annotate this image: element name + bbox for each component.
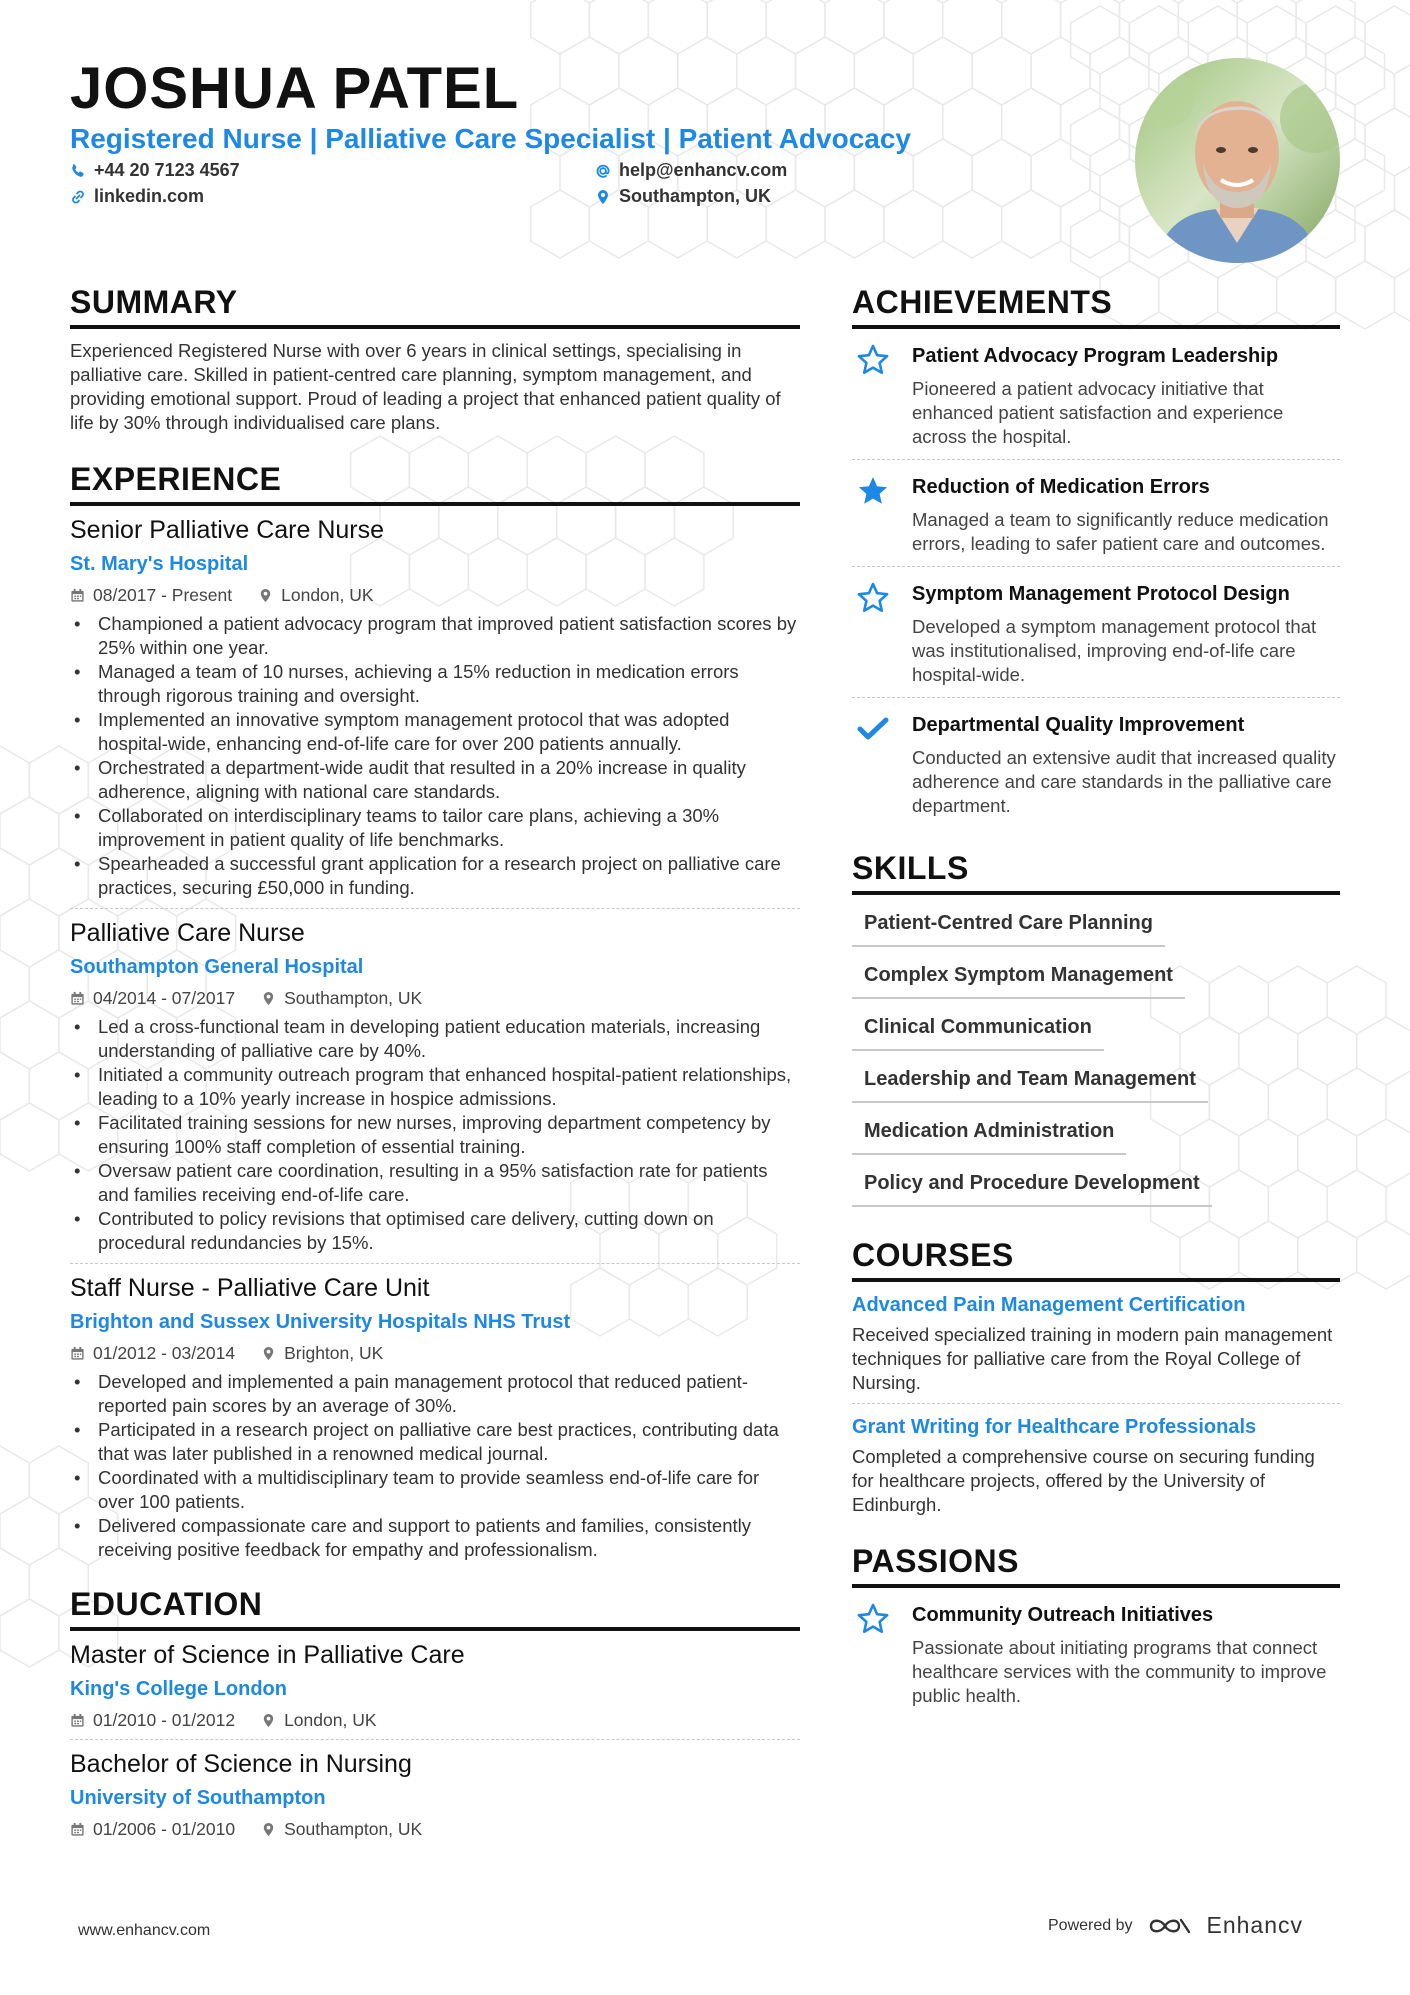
job-bullet: • Coordinated with a multidisciplinary team to provide seamless end-of-life care for over 100 patients. bbox=[70, 1466, 800, 1514]
hexagon-shape bbox=[1061, 88, 1120, 156]
job-dates bbox=[70, 1343, 235, 1364]
achievement-item bbox=[852, 474, 1340, 567]
achievement-item bbox=[852, 581, 1340, 698]
job-bullet: • Managed a team of 10 nurses, achieving a 15% reduction in medication errors through rigorous training and oversight. bbox=[70, 660, 800, 708]
calendar-icon bbox=[70, 1822, 85, 1837]
job-bullet: • Implemented an innovative symptom management protocol that was adopted hospital-wide, enhancing end-of-life care for over 200 patients annually. bbox=[70, 708, 800, 756]
hexagon-shape bbox=[766, 0, 825, 54]
hexagon-shape bbox=[619, 37, 678, 105]
hexagon-shape bbox=[1357, 1221, 1410, 1289]
job-bullet: • Oversaw patient care coordination, resulting in a 95% satisfaction rate for patients and families receiving end-of-life care. bbox=[70, 1159, 800, 1207]
hexagon-shape bbox=[1071, 108, 1130, 176]
hexagon-shape bbox=[0, 848, 29, 916]
achievement-title: Patient Advocacy Program Leadership bbox=[912, 345, 1279, 367]
profile-photo bbox=[1135, 58, 1340, 263]
hexagon-shape bbox=[1365, 108, 1410, 176]
calendar-icon bbox=[70, 588, 85, 603]
job-bullet: • Led a cross-functional team in developing patient education materials, increasing understanding of palliative care by 40%. bbox=[70, 1015, 800, 1063]
experience-heading: EXPERIENCE bbox=[70, 461, 800, 506]
achievements-heading: ACHIEVEMENTS bbox=[852, 284, 1340, 329]
hexagon-shape bbox=[1365, 6, 1410, 74]
hexagon-shape bbox=[884, 0, 943, 54]
hexagon-shape bbox=[1129, 6, 1188, 74]
hexagon-shape bbox=[1178, 0, 1237, 54]
achievement-title: Departmental Quality Improvement bbox=[912, 714, 1245, 736]
skills-list bbox=[852, 912, 1340, 1207]
hexagon-shape bbox=[1326, 37, 1385, 105]
job-bullet: • Contributed to policy revisions that optimised care delivery, cutting down on procedural redundancies by 15%. bbox=[70, 1207, 800, 1255]
job-bullet: • Delivered compassionate care and support to patients and families, consistently receiving positive feedback for empathy and professionalism. bbox=[70, 1514, 800, 1562]
job-location bbox=[261, 1343, 383, 1364]
education-heading: EDUCATION bbox=[70, 1586, 800, 1631]
contact-linkedin[interactable] bbox=[70, 186, 204, 207]
skill-tag: Policy and Procedure Development bbox=[852, 1172, 1212, 1207]
phone-icon bbox=[70, 163, 86, 179]
hexagon-shape bbox=[1002, 190, 1061, 258]
skill-wrapper bbox=[852, 1016, 1340, 1051]
job-bullet: • Initiated a community outreach program that enhanced hospital-patient relationships, leading to a 10% yearly increase in hospice admissions. bbox=[70, 1063, 800, 1111]
location-pin-icon bbox=[595, 189, 611, 205]
location-pin-icon bbox=[261, 991, 276, 1006]
job-dates bbox=[70, 988, 235, 1009]
education-dates-text: 01/2010 - 01/2012 bbox=[93, 1710, 236, 1730]
hexagon-shape bbox=[1031, 139, 1090, 207]
passion-item bbox=[852, 1602, 1340, 1718]
brand-name: Enhancv bbox=[1206, 1912, 1304, 1938]
education-location-text: London, UK bbox=[284, 1710, 377, 1730]
job-dates-text: 01/2012 - 03/2014 bbox=[93, 1343, 236, 1363]
enhancv-logo-icon bbox=[1147, 1914, 1193, 1938]
hexagon-shape bbox=[589, 0, 648, 54]
hexagon-shape bbox=[1071, 210, 1130, 278]
hexagon-shape bbox=[1061, 190, 1120, 258]
skill-tag: Leadership and Team Management bbox=[852, 1068, 1208, 1103]
star-outline-icon bbox=[856, 343, 890, 377]
job-location-text: Brighton, UK bbox=[284, 1343, 384, 1363]
education-dates bbox=[70, 1819, 235, 1840]
hexagon-shape bbox=[1002, 88, 1061, 156]
hexagon-shape bbox=[1394, 159, 1410, 227]
star-outline-icon bbox=[856, 581, 890, 615]
job-title: Palliative Care Nurse bbox=[70, 919, 305, 947]
education-dates bbox=[70, 1710, 235, 1731]
hexagon-shape bbox=[825, 190, 884, 258]
phone-text: +44 20 7123 4567 bbox=[94, 160, 240, 180]
job-company: Brighton and Sussex University Hospitals NHS Trust bbox=[70, 1311, 571, 1333]
hexagon-shape bbox=[913, 139, 972, 207]
hexagon-shape bbox=[1394, 57, 1410, 125]
hexagon-shape bbox=[972, 139, 1031, 207]
job-entry bbox=[70, 516, 800, 909]
achievement-item bbox=[852, 712, 1340, 828]
hexagon-shape bbox=[0, 1103, 59, 1171]
job-bullet: • Facilitated training sessions for new nurses, improving department competency by ensuring 100% staff completion of essential training. bbox=[70, 1111, 800, 1159]
achievement-title: Reduction of Medication Errors bbox=[912, 476, 1210, 498]
hexagon-shape bbox=[943, 88, 1002, 156]
right-column bbox=[852, 284, 1340, 1718]
education-location bbox=[261, 1710, 376, 1731]
achievement-title: Symptom Management Protocol Design bbox=[912, 583, 1290, 605]
hexagon-shape bbox=[1336, 159, 1395, 227]
course-item bbox=[852, 1294, 1340, 1404]
passions-list bbox=[852, 1602, 1340, 1718]
hexagon-shape bbox=[825, 0, 884, 54]
hexagon-shape bbox=[678, 37, 737, 105]
location-text: Southampton, UK bbox=[619, 186, 771, 206]
education-dates-text: 01/2006 - 01/2010 bbox=[93, 1819, 236, 1839]
skills-heading: SKILLS bbox=[852, 850, 1340, 895]
course-desc: Completed a comprehensive course on securing funding for healthcare projects, offered by the University of Edinburgh. bbox=[852, 1446, 1315, 1515]
passions-heading: PASSIONS bbox=[852, 1543, 1340, 1588]
summary-text: Experienced Registered Nurse with over 6 years in clinical settings, specialising in palliative care. Skilled in patient-centred care planning, symptom management, and providing emotional support. Proud of leading a project that enhanced patient quality of life by 30% through individualised care plans. bbox=[70, 340, 781, 433]
job-bullet: • Orchestrated a department-wide audit that resulted in a 20% increase in quality adherence, aligning with national care standards. bbox=[70, 756, 800, 804]
hexagon-shape bbox=[1071, 6, 1130, 74]
job-bullets bbox=[70, 1015, 800, 1255]
hexagon-shape bbox=[531, 190, 590, 258]
skill-wrapper bbox=[852, 1172, 1340, 1207]
hexagon-shape bbox=[0, 797, 59, 865]
contact-location bbox=[595, 186, 771, 207]
at-sign-icon bbox=[595, 163, 611, 179]
hexagon-shape bbox=[1357, 1017, 1410, 1085]
contact-email[interactable] bbox=[595, 160, 787, 181]
hexagon-shape bbox=[766, 190, 825, 258]
contact-phone[interactable] bbox=[70, 160, 240, 181]
job-meta bbox=[70, 988, 800, 1009]
divider bbox=[852, 1403, 1340, 1404]
hexagon-shape bbox=[707, 0, 766, 54]
hexagon-shape bbox=[854, 37, 913, 105]
courses-list bbox=[852, 1294, 1340, 1517]
job-meta bbox=[70, 1343, 800, 1364]
education-school: King's College London bbox=[70, 1678, 287, 1700]
education-school: University of Southampton bbox=[70, 1787, 326, 1809]
location-pin-icon bbox=[258, 588, 273, 603]
hexagon-shape bbox=[1336, 261, 1395, 329]
footer-website[interactable]: www.enhancv.com bbox=[78, 1922, 211, 1939]
hexagon-shape bbox=[0, 1548, 29, 1616]
passion-desc: Passionate about initiating programs that connect healthcare services with the community to improve public health. bbox=[912, 1637, 1327, 1706]
left-column bbox=[70, 284, 800, 1840]
job-bullets bbox=[70, 612, 800, 900]
skill-wrapper bbox=[852, 964, 1340, 999]
job-company: St. Mary's Hospital bbox=[70, 553, 249, 575]
location-pin-icon bbox=[261, 1822, 276, 1837]
calendar-icon bbox=[70, 1346, 85, 1361]
hexagon-shape bbox=[943, 0, 1002, 54]
education-entry bbox=[70, 1750, 800, 1840]
courses-heading: COURSES bbox=[852, 1237, 1340, 1282]
divider bbox=[70, 908, 800, 909]
hexagon-shape bbox=[737, 37, 796, 105]
education-location bbox=[261, 1819, 422, 1840]
job-bullet: • Developed and implemented a pain management protocol that reduced patient-reported pain scores by an average of 30%. bbox=[70, 1370, 800, 1418]
divider bbox=[70, 1739, 800, 1740]
hexagon-shape bbox=[796, 37, 855, 105]
achievement-desc: Managed a team to significantly reduce medication errors, leading to safer patient care and outcomes. bbox=[912, 509, 1329, 554]
hexagon-shape bbox=[648, 0, 707, 54]
location-pin-icon bbox=[261, 1713, 276, 1728]
footer-branding bbox=[1048, 1912, 1303, 1939]
job-entry bbox=[70, 1274, 800, 1562]
job-location-text: London, UK bbox=[281, 585, 374, 605]
job-entry bbox=[70, 919, 800, 1264]
achievement-desc: Conducted an extensive audit that increased quality adherence and care standards in the palliative care department. bbox=[912, 747, 1336, 816]
hexagon-shape bbox=[884, 190, 943, 258]
hexagon-shape bbox=[560, 37, 619, 105]
skill-wrapper bbox=[852, 1120, 1340, 1155]
job-bullet: • Participated in a research project on palliative care best practices, contributing data that was later published in a renowned medical journal. bbox=[70, 1418, 800, 1466]
hexagon-shape bbox=[0, 1599, 59, 1667]
course-title: Advanced Pain Management Certification bbox=[852, 1294, 1246, 1316]
hexagon-shape bbox=[0, 1052, 29, 1120]
location-pin-icon bbox=[261, 1346, 276, 1361]
education-entry bbox=[70, 1641, 800, 1740]
hexagon-shape bbox=[1031, 37, 1090, 105]
linkedin-text: linkedin.com bbox=[94, 186, 205, 206]
education-location-text: Southampton, UK bbox=[284, 1819, 423, 1839]
course-desc: Received specialized training in modern pain management techniques for palliative care from the Royal College of Nursing. bbox=[852, 1324, 1333, 1393]
skill-tag: Medication Administration bbox=[852, 1120, 1126, 1155]
hexagon-shape bbox=[1120, 0, 1179, 54]
candidate-title: Registered Nurse | Palliative Care Specialist | Patient Advocacy bbox=[70, 123, 911, 154]
email-text: help@enhancv.com bbox=[619, 160, 788, 180]
hexagon-shape bbox=[0, 1497, 59, 1565]
calendar-icon bbox=[70, 1713, 85, 1728]
divider bbox=[70, 1263, 800, 1264]
hexagon-shape bbox=[1002, 0, 1061, 54]
course-title: Grant Writing for Healthcare Professionals bbox=[852, 1416, 1257, 1438]
education-list bbox=[70, 1641, 800, 1840]
skill-tag: Clinical Communication bbox=[852, 1016, 1104, 1051]
job-bullets bbox=[70, 1370, 800, 1562]
education-degree: Bachelor of Science in Nursing bbox=[70, 1750, 412, 1778]
hexagon-shape bbox=[0, 1446, 29, 1514]
job-title: Senior Palliative Care Nurse bbox=[70, 516, 385, 544]
passion-title: Community Outreach Initiatives bbox=[912, 1604, 1214, 1626]
job-bullet: • Spearheaded a successful grant application for a research project on palliative care practices, securing £50,000 in funding. bbox=[70, 852, 800, 900]
summary-heading: SUMMARY bbox=[70, 284, 800, 329]
hexagon-shape bbox=[0, 746, 29, 814]
course-item bbox=[852, 1416, 1340, 1517]
candidate-name: JOSHUA PATEL bbox=[70, 56, 520, 121]
job-bullet: • Championed a patient advocacy program that improved patient satisfaction scores by 25% within one year. bbox=[70, 612, 800, 660]
education-meta bbox=[70, 1710, 800, 1731]
hexagon-shape bbox=[1237, 0, 1296, 54]
hexagon-shape bbox=[1365, 210, 1410, 278]
hexagon-shape bbox=[1296, 0, 1355, 54]
calendar-icon bbox=[70, 991, 85, 1006]
checkmark-icon bbox=[856, 712, 890, 746]
job-location-text: Southampton, UK bbox=[284, 988, 423, 1008]
powered-by-text: Powered by bbox=[1048, 1916, 1133, 1934]
skill-tag: Complex Symptom Management bbox=[852, 964, 1185, 999]
hexagon-shape bbox=[1090, 37, 1149, 105]
job-meta bbox=[70, 585, 800, 606]
hexagon-shape bbox=[913, 37, 972, 105]
achievements-list bbox=[852, 343, 1340, 828]
job-dates bbox=[70, 585, 232, 606]
achievement-desc: Pioneered a patient advocacy initiative that enhanced patient satisfaction and experience across the hospital. bbox=[912, 378, 1284, 447]
job-bullet: • Collaborated on interdisciplinary teams to tailor care plans, achieving a 30% improvement in patient quality of life benchmarks. bbox=[70, 804, 800, 852]
education-degree: Master of Science in Palliative Care bbox=[70, 1641, 465, 1669]
hexagon-shape bbox=[0, 950, 29, 1018]
star-filled-icon bbox=[856, 474, 890, 508]
achievement-desc: Developed a symptom management protocol that was institutionalised, improving end-of-life care hospital-wide. bbox=[912, 616, 1317, 685]
link-icon bbox=[70, 189, 86, 205]
hexagon-shape bbox=[531, 0, 590, 54]
job-title: Staff Nurse - Palliative Care Unit bbox=[70, 1274, 430, 1302]
job-location bbox=[258, 585, 373, 606]
hexagon-shape bbox=[972, 37, 1031, 105]
experience-list bbox=[70, 516, 800, 1562]
star-outline-icon bbox=[856, 1602, 890, 1636]
skill-tag: Patient-Centred Care Planning bbox=[852, 912, 1165, 947]
job-dates-text: 08/2017 - Present bbox=[93, 585, 233, 605]
skill-wrapper bbox=[852, 912, 1340, 947]
skill-wrapper bbox=[852, 1068, 1340, 1103]
job-company: Southampton General Hospital bbox=[70, 956, 364, 978]
hexagon-shape bbox=[1306, 6, 1365, 74]
job-location bbox=[261, 988, 422, 1009]
hexagon-shape bbox=[943, 190, 1002, 258]
hexagon-shape bbox=[0, 899, 59, 967]
hexagon-shape bbox=[0, 1001, 59, 1069]
achievement-item bbox=[852, 343, 1340, 460]
job-dates-text: 04/2014 - 07/2017 bbox=[93, 988, 236, 1008]
education-meta bbox=[70, 1819, 800, 1840]
hexagon-shape bbox=[1357, 1119, 1410, 1187]
hexagon-shape bbox=[1394, 261, 1410, 329]
hexagon-shape bbox=[1061, 0, 1120, 54]
hexagon-shape bbox=[1336, 57, 1395, 125]
